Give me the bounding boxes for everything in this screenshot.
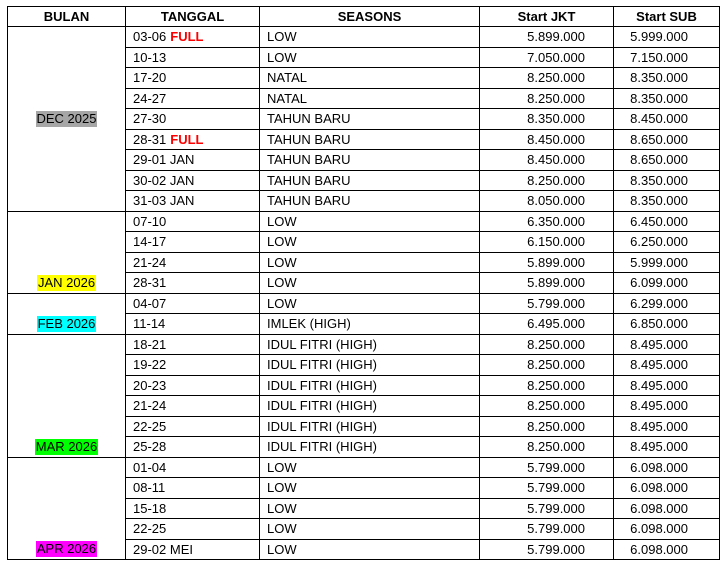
date-cell: [126, 293, 260, 314]
date-cell: [126, 457, 260, 478]
date-text: 29-01 JAN: [133, 152, 195, 168]
season-cell: LOW: [260, 27, 480, 48]
start-jkt-cell: 5.799.000: [480, 519, 614, 540]
start-sub-cell: 6.250.000: [614, 232, 720, 253]
date-cell: [126, 334, 260, 355]
season-cell: TAHUN BARU: [260, 129, 480, 150]
start-sub-cell: 8.495.000: [614, 355, 720, 376]
header-tanggal: TANGGAL: [126, 7, 260, 27]
start-sub-cell: 7.150.000: [614, 47, 720, 68]
start-sub-cell: 8.650.000: [614, 150, 720, 171]
start-jkt-cell: 8.450.000: [480, 150, 614, 171]
season-cell: LOW: [260, 47, 480, 68]
date-cell: [126, 498, 260, 519]
start-sub-cell: 8.650.000: [614, 129, 720, 150]
season-cell: LOW: [260, 519, 480, 540]
season-cell: LOW: [260, 252, 480, 273]
table-body: [8, 27, 720, 560]
date-text: 15-18: [133, 500, 167, 516]
start-sub-cell: 8.350.000: [614, 68, 720, 89]
header-start-sub: Start SUB: [614, 7, 720, 27]
date-cell: [126, 539, 260, 560]
full-badge: FULL: [170, 131, 204, 147]
season-cell: IDUL FITRI (HIGH): [260, 334, 480, 355]
date-text: 31-03 JAN: [133, 193, 195, 209]
month-label: MAR 2026: [35, 438, 98, 454]
date-text: 28-31: [133, 131, 167, 147]
date-text: 19-22: [133, 357, 167, 373]
price-table: [7, 6, 720, 560]
start-sub-cell: 6.099.000: [614, 273, 720, 294]
date-cell: [126, 211, 260, 232]
date-cell: [126, 519, 260, 540]
season-cell: IDUL FITRI (HIGH): [260, 437, 480, 458]
start-jkt-cell: 6.350.000: [480, 211, 614, 232]
date-text: 10-13: [133, 49, 167, 65]
start-jkt-cell: 8.250.000: [480, 375, 614, 396]
season-cell: LOW: [260, 232, 480, 253]
date-cell: [126, 355, 260, 376]
header-row: [8, 7, 720, 27]
date-text: 21-24: [133, 398, 167, 414]
start-jkt-cell: 8.250.000: [480, 334, 614, 355]
season-cell: LOW: [260, 293, 480, 314]
table-row: [8, 293, 720, 314]
date-cell: [126, 314, 260, 335]
season-cell: TAHUN BARU: [260, 170, 480, 191]
table-row: [8, 27, 720, 48]
start-jkt-cell: 5.799.000: [480, 539, 614, 560]
season-cell: TAHUN BARU: [260, 109, 480, 130]
full-badge: FULL: [170, 29, 204, 45]
start-jkt-cell: 5.899.000: [480, 27, 614, 48]
date-text: 21-24: [133, 254, 167, 270]
start-sub-cell: 8.495.000: [614, 437, 720, 458]
season-cell: IDUL FITRI (HIGH): [260, 396, 480, 417]
season-cell: IDUL FITRI (HIGH): [260, 355, 480, 376]
date-cell: [126, 252, 260, 273]
date-cell: [126, 396, 260, 417]
start-sub-cell: 6.098.000: [614, 539, 720, 560]
start-jkt-cell: 8.250.000: [480, 170, 614, 191]
start-sub-cell: 6.098.000: [614, 478, 720, 499]
season-cell: LOW: [260, 211, 480, 232]
month-cell: [8, 293, 126, 334]
date-cell: [126, 27, 260, 48]
date-text: 20-23: [133, 377, 167, 393]
date-cell: [126, 109, 260, 130]
season-cell: NATAL: [260, 88, 480, 109]
date-cell: [126, 150, 260, 171]
table-row: [8, 334, 720, 355]
start-jkt-cell: 5.899.000: [480, 273, 614, 294]
date-cell: [126, 68, 260, 89]
date-cell: [126, 170, 260, 191]
start-sub-cell: 6.299.000: [614, 293, 720, 314]
month-cell: [8, 27, 126, 212]
start-jkt-cell: 7.050.000: [480, 47, 614, 68]
date-text: 07-10: [133, 213, 167, 229]
season-cell: LOW: [260, 273, 480, 294]
start-jkt-cell: 5.799.000: [480, 498, 614, 519]
date-text: 30-02 JAN: [133, 172, 195, 188]
date-text: 18-21: [133, 336, 167, 352]
date-text: 22-25: [133, 521, 167, 537]
date-cell: [126, 232, 260, 253]
season-cell: IDUL FITRI (HIGH): [260, 375, 480, 396]
start-sub-cell: 8.350.000: [614, 170, 720, 191]
start-sub-cell: 8.495.000: [614, 334, 720, 355]
date-text: 29-02 MEI: [133, 541, 193, 557]
start-jkt-cell: 5.799.000: [480, 457, 614, 478]
season-cell: NATAL: [260, 68, 480, 89]
date-cell: [126, 478, 260, 499]
start-sub-cell: 6.098.000: [614, 519, 720, 540]
month-label: FEB 2026: [37, 315, 96, 331]
start-jkt-cell: 5.799.000: [480, 293, 614, 314]
start-jkt-cell: 8.350.000: [480, 109, 614, 130]
start-sub-cell: 8.495.000: [614, 396, 720, 417]
date-text: 17-20: [133, 70, 167, 86]
date-text: 22-25: [133, 418, 167, 434]
date-text: 11-14: [133, 316, 166, 332]
date-cell: [126, 47, 260, 68]
season-cell: LOW: [260, 457, 480, 478]
month-cell: [8, 457, 126, 560]
date-text: 25-28: [133, 439, 167, 455]
season-cell: IMLEK (HIGH): [260, 314, 480, 335]
season-cell: LOW: [260, 478, 480, 499]
date-cell: [126, 273, 260, 294]
start-jkt-cell: 8.050.000: [480, 191, 614, 212]
month-cell: [8, 211, 126, 293]
start-sub-cell: 8.450.000: [614, 109, 720, 130]
season-cell: TAHUN BARU: [260, 150, 480, 171]
start-sub-cell: 6.098.000: [614, 498, 720, 519]
header-bulan: BULAN: [8, 7, 126, 27]
table-row: [8, 457, 720, 478]
start-sub-cell: 5.999.000: [614, 27, 720, 48]
start-jkt-cell: 8.250.000: [480, 355, 614, 376]
start-jkt-cell: 8.250.000: [480, 396, 614, 417]
start-sub-cell: 6.098.000: [614, 457, 720, 478]
date-text: 24-27: [133, 90, 167, 106]
start-sub-cell: 6.450.000: [614, 211, 720, 232]
season-cell: LOW: [260, 498, 480, 519]
date-text: 03-06: [133, 29, 167, 45]
header-seasons: SEASONS: [260, 7, 480, 27]
header-start-jkt: Start JKT: [480, 7, 614, 27]
date-cell: [126, 191, 260, 212]
date-text: 28-31: [133, 275, 167, 291]
start-jkt-cell: 8.250.000: [480, 68, 614, 89]
month-label: JAN 2026: [37, 274, 96, 290]
date-cell: [126, 437, 260, 458]
date-cell: [126, 129, 260, 150]
start-jkt-cell: 8.250.000: [480, 88, 614, 109]
table-row: [8, 211, 720, 232]
start-jkt-cell: 8.250.000: [480, 437, 614, 458]
start-jkt-cell: 5.799.000: [480, 478, 614, 499]
start-sub-cell: 6.850.000: [614, 314, 720, 335]
date-cell: [126, 375, 260, 396]
start-jkt-cell: 8.250.000: [480, 416, 614, 437]
start-sub-cell: 8.350.000: [614, 191, 720, 212]
season-cell: IDUL FITRI (HIGH): [260, 416, 480, 437]
date-cell: [126, 88, 260, 109]
season-cell: TAHUN BARU: [260, 191, 480, 212]
date-text: 08-11: [133, 480, 166, 496]
date-text: 27-30: [133, 111, 167, 127]
start-sub-cell: 8.495.000: [614, 375, 720, 396]
date-text: 04-07: [133, 295, 167, 311]
season-cell: LOW: [260, 539, 480, 560]
start-sub-cell: 8.495.000: [614, 416, 720, 437]
start-jkt-cell: 6.150.000: [480, 232, 614, 253]
start-jkt-cell: 8.450.000: [480, 129, 614, 150]
month-label: DEC 2025: [36, 111, 97, 127]
start-sub-cell: 5.999.000: [614, 252, 720, 273]
start-jkt-cell: 6.495.000: [480, 314, 614, 335]
date-text: 14-17: [133, 234, 167, 250]
month-label: APR 2026: [36, 541, 97, 556]
date-text: 01-04: [133, 459, 167, 475]
month-cell: [8, 334, 126, 457]
date-cell: [126, 416, 260, 437]
start-jkt-cell: 5.899.000: [480, 252, 614, 273]
start-sub-cell: 8.350.000: [614, 88, 720, 109]
